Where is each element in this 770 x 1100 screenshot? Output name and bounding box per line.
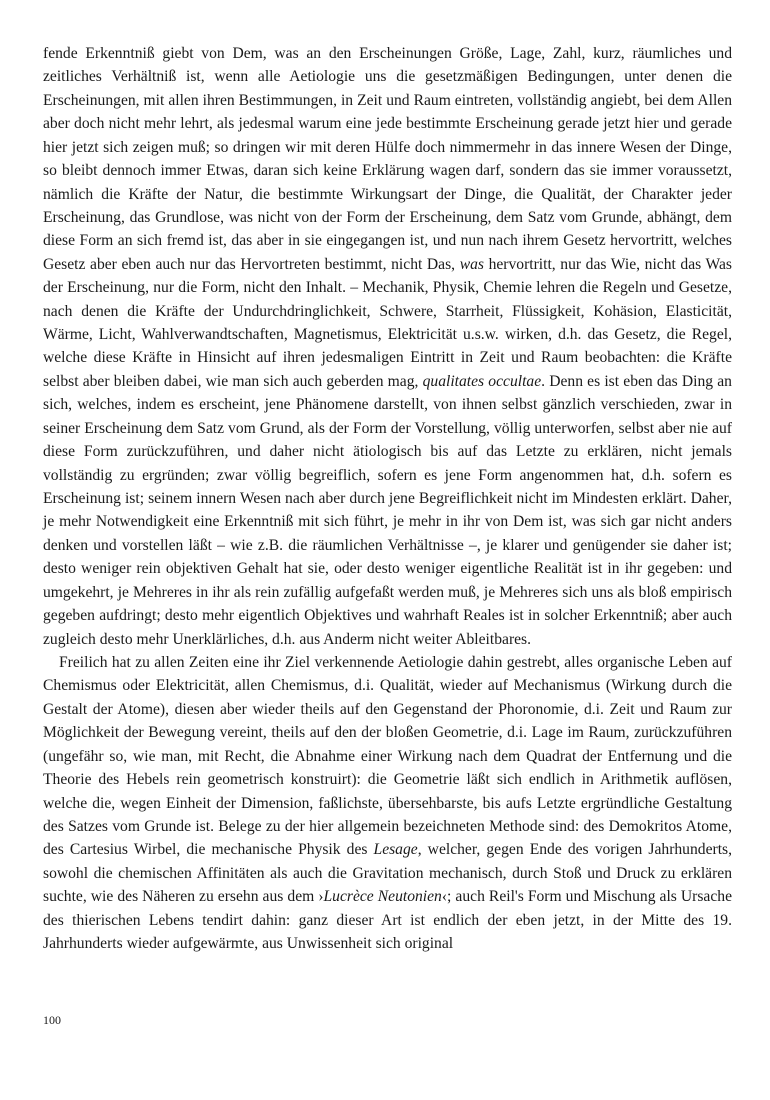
- paragraph-2: [43, 651, 732, 955]
- paragraph-1: [43, 42, 732, 651]
- text-segment: , welcher, gegen Ende des vorigen Jahrhunderts, sowohl die chemischen Affinitäten als auch die Gravitation mechanisch, durch Stoß und Druck zu erklären suchte, wie des Näheren zu ersehn aus dem ›: [43, 841, 732, 906]
- text-segment: ‹; auch Reil's Form und Mischung als Ursache des thierischen Lebens tendirt dahin: ganz dieser Art ist endlich der eben jetzt, in der Mitte des 19. Jahrhunderts wieder aufgewärmte, aus Unwissenheit sich original: [43, 888, 732, 953]
- italic-term-lesage: Lesage: [373, 841, 418, 859]
- text-segment: . Denn es ist eben das Ding an sich, welches, indem es erscheint, jene Phänomene darstellt, von ihnen selbst gänzlich verschieden, zwar in seiner Erscheinung dem Satz vom Grund, als der Form der Vorstellung, völlig unterworfen, selbst aber nie auf diese Form zurückzuführen, und daher nicht ätiologisch bis auf das Letzte zu erklären, nicht jemals vollständig zu ergründen; zwar völlig begreiflich, sofern es jene Form angenommen hat, d.h. sofern es Erscheinung ist; seinem innern Wesen nach aber durch jene Begreiflichkeit nicht im Mindesten erklärt. Daher, je mehr Notwendigkeit eine Erkenntniß mit sich führt, je mehr in ihr von Dem ist, was sich gar nicht anders denken und vorstellen läßt – wie z.B. die räumlichen Verhältnisse –, je klarer und genügender sie daher ist; desto weniger rein objektiven Gehalt hat sie, oder desto weniger eigentliche Realität ist in ihr gegeben: und umgekehrt, je Mehreres in ihr als rein zufällig aufgefaßt werden muß, je Mehreres sich uns als bloß empirisch gegeben aufdringt; desto mehr eigentlich Objektives und wahrhaft Reales ist in solcher Erkenntniß; aber auch zugleich desto mehr Unerklärliches, d.h. aus Anderm nicht weiter Ableitbares.: [43, 372, 732, 648]
- text-segment: Freilich hat zu allen Zeiten eine ihr Ziel verkennende Aetiologie dahin gestrebt, alles organische Leben auf Chemismus oder Elektricität, allen Chemismus, d.i. Qualität, wieder auf Mechanismus (Wirkung durch die Gestalt der Atome), diesen aber wieder theils auf den Gegenstand der Phoronomie, d.i. Zeit und Raum zur Möglichkeit der Bewegung vereint, theils auf den der bloßen Geometrie, d.i. Lage im Raum, zurückzuführen (ungefähr so, wie man, mit Recht, die Abnahme einer Wirkung nach dem Quadrat der Entfernung und die Theorie des Hebels rein geometrisch konstruirt): die Geometrie läßt sich endlich in Arithmetik auflösen, welche die, wegen Einheit der Dimension, faßlichste, übersehbarste, bis aufs Letzte ergründliche Gestaltung des Satzes vom Grunde ist. Belege zu der hier allgemein bezeichneten Methode sind: des Demokritos Atome, des Cartesius Wirbel, die mechanische Physik des: [43, 653, 732, 859]
- page-number: 100: [43, 1013, 61, 1027]
- text-segment: hervortritt, nur das Wie, nicht das Was der Erscheinung, nur die Form, nicht den Inhalt. – Mechanik, Physik, Chemie lehren die Regeln und Gesetze, nach denen die Kräfte der Undurchdringlichkeit, Schwere, Starrheit, Flüssigkeit, Kohäsion, Elasticität, Wärme, Licht, Wahlverwandtschaften, Magnetismus, Elektricität u.s.w. wirken, d.h. das Gesetz, die Regel, welche diese Kräfte in Hinsicht auf ihren jedesmaligen Eintritt in Zeit und Raum beobachten: die Kräfte selbst aber bleiben dabei, wie man sich auch geberden mag,: [43, 255, 732, 390]
- italic-term-lucrece-neutonien: Lucrèce Neutonien: [323, 888, 442, 906]
- body-text: [43, 42, 732, 955]
- text-segment: fende Erkenntniß giebt von Dem, was an den Erscheinungen Größe, Lage, Zahl, kurz, räumliches und zeitliches Verhältniß ist, wenn alle Aetiologie uns die gesetzmäßigen Bedingungen, unter denen die Erscheinungen, mit allen ihren Bestimmungen, in Zeit und Raum eintreten, vollständig angiebt, bei dem Allen aber doch nicht mehr lehrt, als jedesmal warum eine jede bestimmte Erscheinung gerade jetzt hier und gerade hier jetzt sich zeigen muß; so dringen wir mit deren Hülfe doch nimmermehr in das innere Wesen der Dinge, so bleibt dennoch immer Etwas, daran sich keine Erklärung wagen darf, sondern das sie immer voraussetzt, nämlich die Kräfte der Natur, die bestimmte Wirkungsart der Dinge, die Qualität, der Charakter jeder Erscheinung, das Grundlose, was nicht von der Form der Erscheinung, dem Satz vom Grunde, abhängt, dem diese Form an sich fremd ist, das aber in sie eingegangen ist, und nun nach ihrem Gesetz hervortritt, welches Gesetz aber eben auch nur das Hervortreten bestimmt, nicht Das,: [43, 45, 732, 273]
- italic-term-qualitates-occultae: qualitates occultae: [422, 372, 542, 390]
- italic-term-was: was: [459, 255, 484, 273]
